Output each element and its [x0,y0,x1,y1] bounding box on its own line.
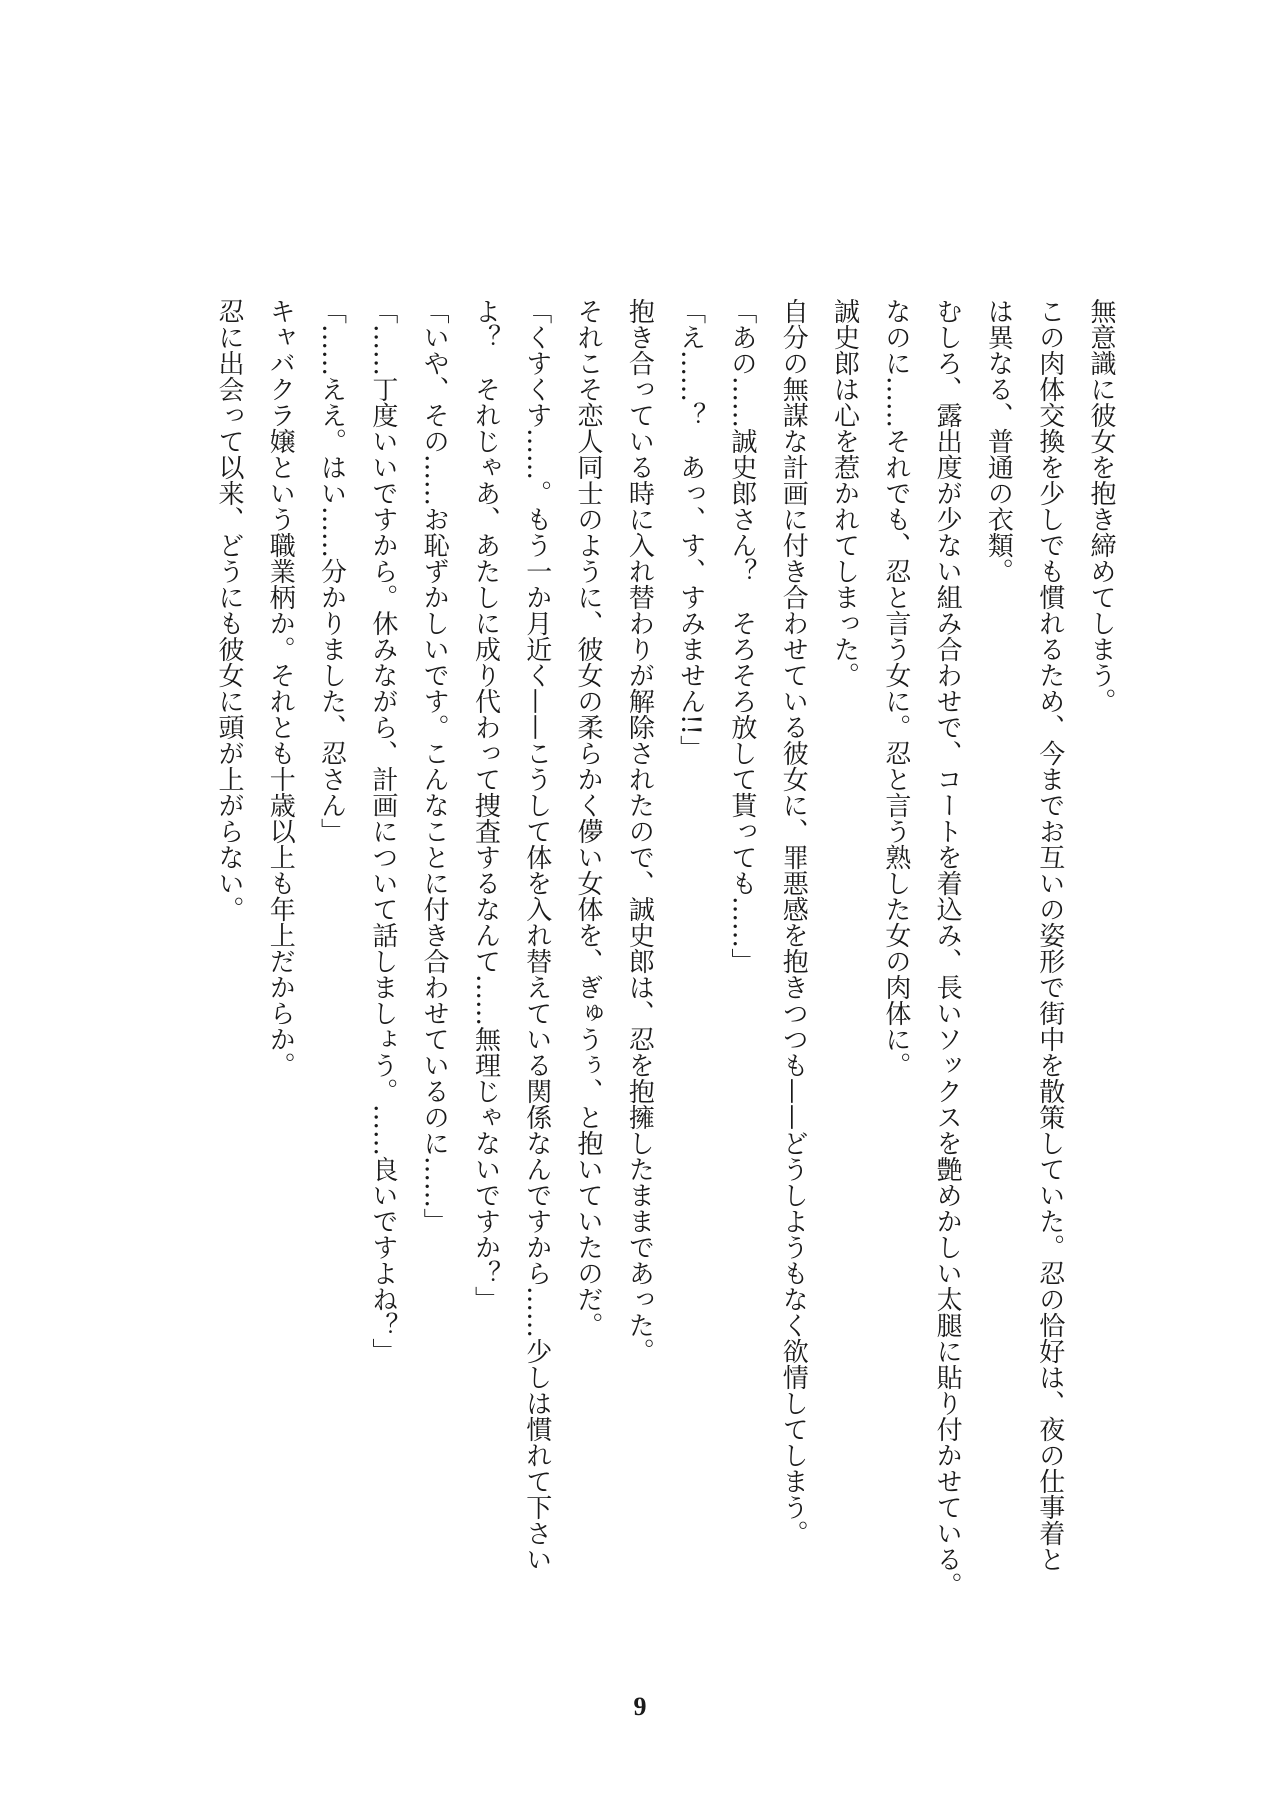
text-line: 誠史郎は心を惹かれてしまった。 [829,298,860,688]
dialogue-line: 「……丁度いいですから。休みながら、計画について話しましょう。……良いですよね？」 [367,298,398,1364]
vertical-text-body [200,298,1126,1598]
text-line: 抱き合っている時に入れ替わりが解除されたので、誠史郎は、忍を抱擁したままであった。 [624,298,655,1364]
page-number: 9 [633,1692,647,1721]
dialogue-line: 「え……？ あっ、す、すみません!!」 [675,298,706,761]
text-line: 自分の無謀な計画に付き合わせている彼女に、罪悪感を抱きつつも——どうしようもなく欲情してしまう。 [778,298,809,1546]
text-line: キャバクラ嬢という職業柄か。それとも十歳以上も年上だからか。 [265,298,296,1078]
text-line: 忍に出会って以来、どうにも彼女に頭が上がらない。 [213,298,244,922]
text-line: それこそ恋人同士のように、彼女の柔らかく儚い女体を、ぎゅうぅ、と抱いていたのだ。 [573,298,604,1338]
dialogue-line: 「あの……誠史郎さん？ そろそろ放して貰っても……」 [726,298,757,974]
dialogue-line: 「……ええ。はい……分かりました、忍さん」 [316,298,347,844]
text-line: 無意識に彼女を抱き締めてしまう。 [1086,298,1116,714]
text-line: は異なる、普通の衣類。 [983,298,1014,584]
text-line: なのに……それでも、忍と言う女に。忍と言う熟した女の肉体に。 [880,298,911,1078]
text-line: この肉体交換を少しでも慣れるため、今までお互いの姿形で街中を散策していた。忍の恰好は、夜の仕事着と [1034,298,1065,1572]
dialogue-line: よ？ それじゃあ、あたしに成り代わって捜査するなんて……無理じゃないですか？」 [470,298,501,1312]
text-line: むしろ、露出度が少ない組み合わせで、コートを着込み、長いソックスを艶めかしい太腿に貼り付かせている。 [932,298,963,1598]
dialogue-line: 「いや、その……お恥ずかしいです。こんなことに付き合わせているのに……」 [419,298,450,1234]
dialogue-line: 「くすくす……。もう一か月近く——こうして体を入れ替えている関係なんですから……少しは慣れて下さい [521,298,552,1572]
